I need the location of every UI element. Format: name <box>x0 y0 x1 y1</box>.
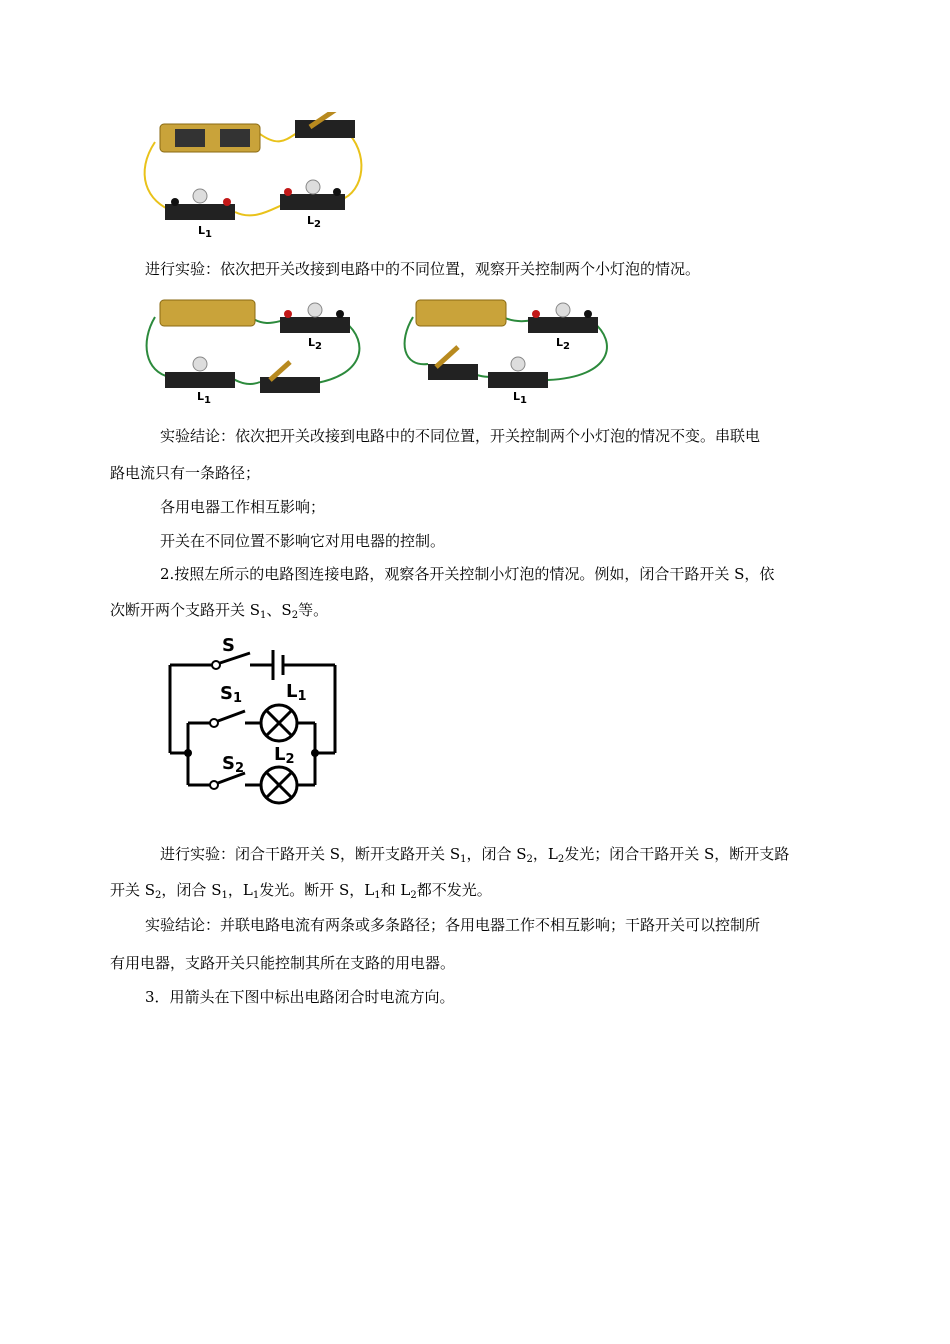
paragraph-conclusion-3: 开关在不同位置不影响它对用电器的控制。 <box>160 532 446 550</box>
paragraph-task-2-line2: 次断开两个支路开关 $S_1$、$S_2$等。 <box>110 601 329 621</box>
label-s2: $S_2$ <box>222 753 245 776</box>
paragraph-conclusion-2: 各用电器工作相互影响； <box>160 498 326 516</box>
label-l1: $L_1$ <box>286 681 307 704</box>
paragraph-task-2-line1: 2.按照左所示的电路图连接电路，观察各开关控制小灯泡的情况。例如，闭合干路开关 S，依 <box>160 565 775 583</box>
series-circuit-photo <box>135 112 375 242</box>
label-l2: $L_2$ <box>274 744 295 767</box>
photo-label-l2: $L_2$ <box>307 214 321 230</box>
paragraph-conclusion-4-line1: 实验结论：并联电路电流有两条或多条路径；各用电器工作不相互影响；干路开关可以控制所 <box>145 916 761 934</box>
series-circuit-photo-b <box>398 292 618 410</box>
paragraph-conclusion-1-line1: 实验结论：依次把开关改接到电路中的不同位置，开关控制两个小灯泡的情况不变。串联电 <box>160 427 761 445</box>
parallel-circuit-diagram <box>160 635 350 815</box>
photo-b-label-l2: $L_2$ <box>556 336 570 352</box>
label-s: S <box>222 635 235 656</box>
paragraph-experiment-2-line2: 开关 $S_2$，闭合 $S_1$，$L_1$发光。断开 S，$L_1$和 $L_2$都不发光。 <box>110 881 492 901</box>
label-s1: $S_1$ <box>220 683 243 706</box>
photo-a-label-l2: $L_2$ <box>308 336 322 352</box>
paragraph-conclusion-4-line2: 有用电器，支路开关只能控制其所在支路的用电器。 <box>110 954 456 972</box>
paragraph-experiment-2-line1: 进行实验：闭合干路开关 S，断开支路开关 $S_1$，闭合 $S_2$，$L_2$发光；闭合干路开关 S，断开支路 <box>160 845 790 865</box>
paragraph-experiment-1: 进行实验：依次把开关改接到电路中的不同位置，观察开关控制两个小灯泡的情况。 <box>145 260 701 278</box>
paragraph-conclusion-1-line2: 路电流只有一条路径； <box>110 464 261 482</box>
paragraph-task-3: 3．用箭头在下图中标出电路闭合时电流方向。 <box>145 988 455 1006</box>
series-circuit-photo-a <box>140 292 370 410</box>
photo-a-label-l1: $L_1$ <box>197 390 211 406</box>
photo-label-l1: $L_1$ <box>198 224 212 240</box>
photo-b-label-l1: $L_1$ <box>513 390 527 406</box>
